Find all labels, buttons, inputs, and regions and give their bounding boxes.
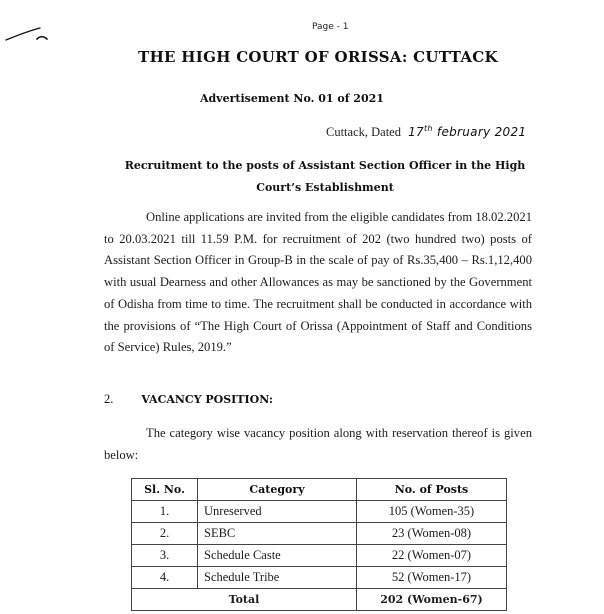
cell-sl: 1.	[132, 501, 198, 523]
intro-text: Online applications are invited from the eligible candidates from 18.02.2021 to 20.03.2021 till 11.59 P.M. for recruitment of 202 (two hundred two) posts of Assistant Section Officer in Group-B in the scale of pay of Rs.35,400 – Rs.1,12,400 with usual Dearness and other Allowances as may be sanctioned by the Government of Odisha from time to time. The recruitment shall be conducted in accordance with the provisions of “The High Court of Orissa (Appointment of Staff and Conditions of Service) Rules, 2019.”	[104, 210, 532, 355]
cell-posts: 22 (Women-07)	[357, 545, 507, 567]
handwritten-date: 17th february 2021	[408, 124, 527, 139]
advertisement-number: Advertisement No. 01 of 2021	[200, 92, 384, 105]
cell-category: Schedule Tribe	[198, 567, 357, 589]
cell-category: SEBC	[198, 523, 357, 545]
table-header-row	[132, 479, 507, 501]
section-2-heading	[104, 392, 273, 407]
subject-line-2: Court’s Establishment	[256, 181, 394, 194]
page-number: Page - 1	[312, 22, 349, 32]
cell-posts: 23 (Women-08)	[357, 523, 507, 545]
header-category: Category	[198, 479, 357, 501]
table-row	[132, 567, 507, 589]
table-row	[132, 501, 507, 523]
vacancy-table	[131, 478, 507, 611]
section-2-text: The category wise vacancy position along with reservation thereof is given below:	[104, 426, 532, 462]
cell-sl: 4.	[132, 567, 198, 589]
total-posts: 202 (Women-67)	[357, 589, 507, 611]
court-title: THE HIGH COURT OF ORISSA: CUTTACK	[138, 48, 498, 66]
cell-posts: 105 (Women-35)	[357, 501, 507, 523]
subject-line-1: Recruitment to the posts of Assistant Section Officer in the High	[124, 159, 526, 172]
section-2-paragraph	[104, 423, 532, 466]
header-sl-no: Sl. No.	[132, 479, 198, 501]
dated-prefix: Cuttack, Dated	[326, 125, 401, 139]
cell-category: Unreserved	[198, 501, 357, 523]
table-row	[132, 545, 507, 567]
cell-sl: 3.	[132, 545, 198, 567]
pen-dash-mark-icon	[36, 34, 48, 42]
cell-category: Schedule Caste	[198, 545, 357, 567]
subject-heading	[90, 155, 560, 199]
cell-sl: 2.	[132, 523, 198, 545]
dated-line	[326, 124, 526, 140]
table-total-row	[132, 589, 507, 611]
table-row	[132, 523, 507, 545]
section-title: VACANCY POSITION:	[141, 393, 273, 406]
header-posts: No. of Posts	[357, 479, 507, 501]
intro-paragraph	[104, 207, 532, 359]
cell-posts: 52 (Women-17)	[357, 567, 507, 589]
section-number: 2.	[104, 392, 114, 406]
total-label: Total	[132, 589, 357, 611]
